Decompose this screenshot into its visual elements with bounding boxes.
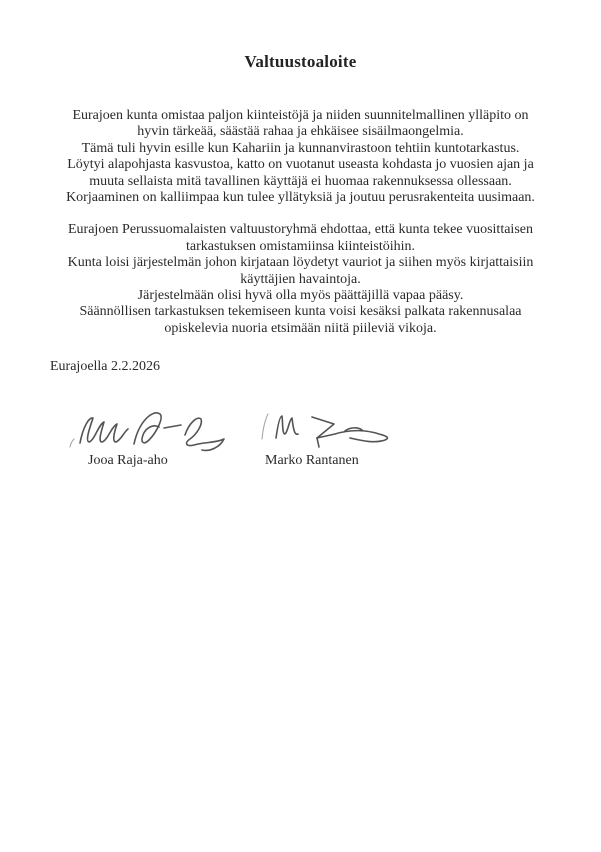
text-line: hyvin tärkeää, säästää rahaa ja ehkäisee sisäilmaongelmia. xyxy=(137,124,464,140)
signatory-name-2: Marko Rantanen xyxy=(265,453,359,469)
text-line: Järjestelmään olisi hyvä olla myös päättäjillä vapaa pääsy. xyxy=(137,288,464,304)
signature-section xyxy=(40,399,561,489)
signature-stroke xyxy=(317,438,319,447)
signature-stroke xyxy=(80,418,128,443)
text-line: Löytyi alapohjasta kasvustoa, katto on vuotanut useasta kohdasta jo vuosien ajan ja xyxy=(67,157,534,173)
signature-stroke xyxy=(70,439,74,447)
text-line: käyttäjien havaintoja. xyxy=(240,271,361,287)
paragraph-1 xyxy=(40,108,561,206)
handwritten-signature-2 xyxy=(255,407,405,451)
text-line: Eurajoen kunta omistaa paljon kiinteistöjä ja niiden suunnitelmallinen ylläpito on xyxy=(72,108,529,123)
signature-stroke xyxy=(185,419,224,451)
signature-stroke xyxy=(276,416,298,438)
signatory-name-1: Jooa Raja-aho xyxy=(88,453,168,469)
text-line: muuta sellaista mitä tavallinen käyttäjä ei huomaa rakennuksessa ollessaan. xyxy=(89,173,512,189)
handwritten-signature-1 xyxy=(66,401,230,457)
text-line: tarkastuksen omistamiinsa kiinteistöihin. xyxy=(185,238,416,254)
text-line: Korjaaminen on kalliimpaa kun tulee yllätyksiä ja joutuu perusrakenteita uusimaan. xyxy=(66,190,535,206)
text-line: opiskelevia nuoria etsimään niitä piileviä vikoja. xyxy=(164,320,437,336)
paragraph-2 xyxy=(40,222,561,337)
signature-stroke xyxy=(134,413,161,444)
text-line: Säännöllisen tarkastuksen tekemiseen kunta voisi kesäksi palkata rakennusalaa xyxy=(79,304,522,320)
document-title: Valtuustoaloite xyxy=(244,52,357,71)
place-and-date-line: Eurajoella 2.2.2026 xyxy=(50,359,161,375)
text-line: Tämä tuli hyvin esille kun Kahariin ja kunnanvirastoon tehtiin kuntotarkastus. xyxy=(81,140,520,156)
text-line: Kunta loisi järjestelmän johon kirjataan löydetyt vauriot ja siihen myös kirjattaisiin xyxy=(67,255,534,271)
signature-stroke xyxy=(262,414,268,439)
text-line: Eurajoen Perussuomalaisten valtuustoryhmä ehdottaa, että kunta tekee vuosittaisen xyxy=(68,222,533,238)
signature-stroke xyxy=(164,425,181,428)
